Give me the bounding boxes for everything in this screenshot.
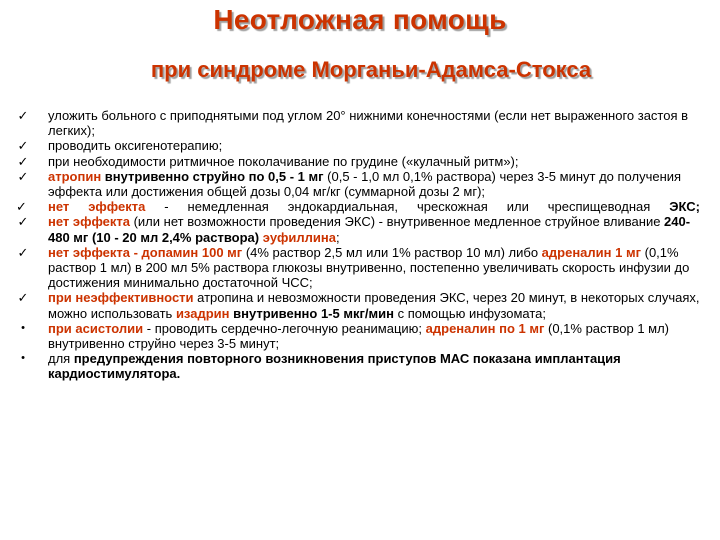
item-text: - немедленная эндокардиальная, чрескожная или чреспищеводная (145, 199, 670, 215)
item-text: при необходимости ритмичное поколачивание по грудине («кулачный ритм»); (48, 153, 519, 169)
condition-text: нет эффекта (48, 199, 146, 215)
drug-name: адреналин 1 мг (541, 244, 641, 260)
item-text: для (48, 351, 74, 367)
slide-subtitle: при синдроме Морганьи-Адамса-Стокса (150, 57, 592, 82)
checkmark-icon: ✓ (17, 138, 29, 154)
checkmark-icon: ✓ (16, 199, 27, 215)
checkmark-icon: ✓ (17, 244, 29, 260)
drug-name: эуфиллина (259, 229, 336, 245)
instruction-list (16, 108, 700, 382)
condition-text: при неэффективности (48, 290, 194, 306)
drug-name: нет эффекта - допамин 100 мг (48, 244, 243, 260)
item-text: с помощью инфузомата; (393, 305, 547, 321)
item-text: проводить оксигенотерапию; (48, 138, 223, 154)
list-item (16, 351, 700, 381)
item-text: (0,1% раствор 1 мл) в 200 мл 5% раствора глюкозы внутривенно, постепенно увеличивать скорость инфузии до достижения минимально достаточной ЧСС; (48, 244, 690, 291)
dose-text: внутривенно струйно по 0,5 - 1 мг (101, 168, 324, 184)
procedure-text: ЭКС; (669, 199, 700, 215)
dose-text: 240-480 мг (10 - 20 мл 2,4% раствора) (48, 214, 691, 245)
list-item (16, 321, 700, 351)
item-text: - проводить сердечно-легочную реанимацию; (143, 320, 426, 336)
bullet-icon: • (21, 321, 25, 334)
list-item (16, 214, 700, 244)
item-text: уложить больного с приподнятыми под углом 20° нижними конечностями (если нет выраженного застоя в легких); (48, 108, 689, 139)
condition-text: при асистолии (48, 320, 144, 336)
recommendation-text: предупреждения повторного возникновения приступов МАС показана имплантация кардиостимулятора. (48, 351, 621, 382)
drug-name: атропин (48, 168, 102, 184)
list-item (16, 290, 700, 320)
list-item (16, 154, 700, 169)
item-text: (или нет возможности проведения ЭКС) - внутривенное медленное струйное вливание (129, 214, 665, 230)
checkmark-icon: ✓ (17, 108, 29, 123)
item-text: ; (335, 229, 340, 245)
item-text: (0,1% раствор 1 мл) внутривенно струйно через 3-5 минут; (48, 320, 670, 352)
list-item (16, 169, 700, 199)
bullet-icon: • (21, 352, 25, 365)
checkmark-icon: ✓ (17, 153, 29, 169)
dose-text: внутривенно 1-5 мкг/мин (229, 305, 394, 321)
slide-title: Неотложная помощь (213, 4, 507, 35)
list-item (16, 108, 700, 138)
list-item (16, 199, 700, 214)
drug-name: адреналин по 1 мг (425, 320, 545, 336)
condition-text: нет эффекта (48, 214, 130, 230)
item-text: (4% раствор 2,5 мл или 1% раствор 10 мл) либо (242, 244, 542, 260)
item-text: (0,5 - 1,0 мл 0,1% раствора) через 3-5 минут до получения эффекта или достижения общей дозы 0,04 мг/кг (суммарной дозы 2 мг); (48, 168, 682, 200)
checkmark-icon: ✓ (17, 214, 29, 230)
checkmark-icon: ✓ (17, 290, 29, 306)
drug-name: изадрин (175, 305, 230, 321)
list-item (16, 245, 700, 291)
checkmark-icon: ✓ (17, 168, 29, 184)
item-text: атропина и невозможности проведения ЭКС, через 20 минут, в некоторых случаях, можно использовать (48, 290, 700, 321)
list-item (16, 138, 700, 153)
